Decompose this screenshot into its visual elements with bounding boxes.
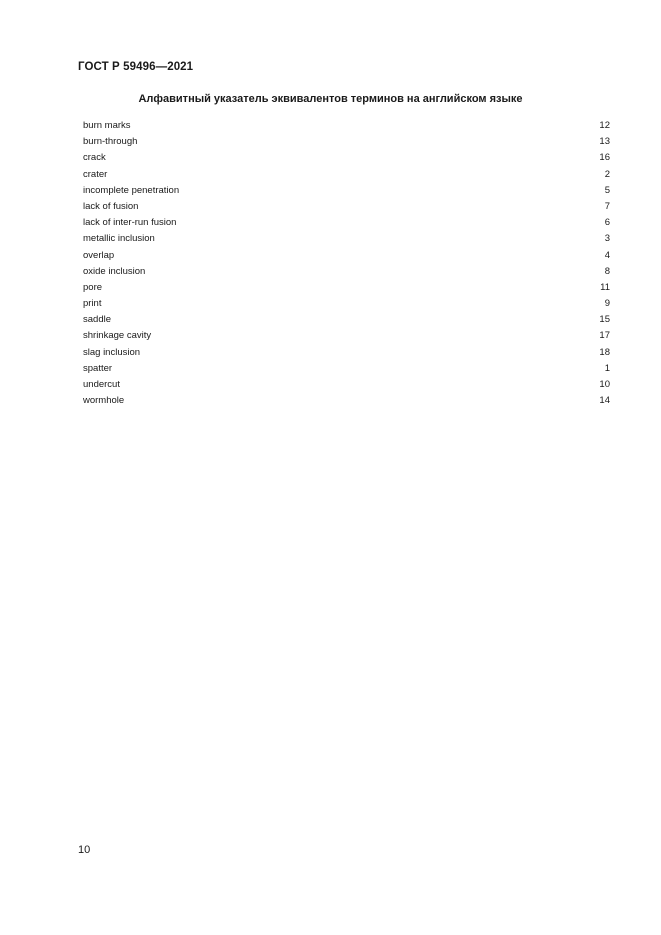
index-entry [83, 248, 610, 264]
index-number: 13 [599, 136, 610, 148]
index-number: 5 [604, 184, 610, 196]
index-entry [83, 280, 610, 296]
index-number: 15 [599, 314, 610, 326]
index-number: 17 [599, 330, 610, 342]
index-number: 3 [604, 233, 610, 245]
index-number: 18 [599, 346, 610, 358]
index-term: lack of inter-run fusion [83, 217, 177, 229]
index-term: overlap [83, 249, 115, 261]
index-term: burn-through [83, 136, 138, 148]
index-entry [83, 215, 610, 231]
index-number: 14 [599, 395, 610, 407]
index-term: undercut [83, 379, 120, 390]
index-entry [83, 150, 610, 166]
index-term: shrinkage cavity [83, 330, 152, 342]
index-number: 2 [604, 168, 610, 180]
index-number: 16 [599, 152, 610, 164]
page-number: 10 [78, 844, 91, 856]
index-term: spatter [83, 362, 113, 374]
index-title: Алфавитный указатель эквивалентов терминов на английском языке [138, 93, 523, 105]
index-number: 11 [600, 281, 610, 293]
index-term: wormhole [83, 395, 125, 407]
index-entry [83, 296, 610, 312]
index-term: metallic inclusion [83, 233, 155, 245]
index-term: slag inclusion [83, 346, 141, 358]
index-term: burn marks [83, 120, 131, 131]
index-entry [83, 167, 610, 183]
index-entry [83, 312, 610, 328]
index-entry [83, 345, 610, 361]
index-term: oxide inclusion [83, 265, 146, 277]
index-number: 10 [599, 379, 610, 390]
index-term: saddle [83, 314, 111, 326]
index-number: 4 [604, 249, 610, 261]
index-number: 7 [604, 200, 610, 212]
document-code: ГОСТ Р 59496—2021 [78, 61, 194, 73]
term-index-list [83, 118, 610, 409]
index-entry [83, 231, 610, 247]
index-entry [83, 264, 610, 280]
index-entry [83, 199, 610, 215]
index-entry [83, 328, 610, 344]
index-entry [83, 118, 610, 134]
index-entry [83, 134, 610, 150]
index-entry [83, 361, 610, 377]
index-term: crater [83, 168, 108, 180]
index-term: pore [83, 281, 103, 293]
index-number: 1 [604, 362, 610, 374]
index-term: incomplete penetration [83, 184, 180, 196]
index-term: crack [83, 152, 106, 164]
index-number: 9 [604, 298, 610, 310]
index-number: 6 [604, 217, 610, 229]
index-entry [83, 377, 610, 393]
index-entry [83, 393, 610, 409]
index-entry [83, 183, 610, 199]
index-term: print [83, 298, 102, 310]
index-number: 12 [599, 120, 610, 131]
index-number: 8 [604, 265, 610, 277]
index-term: lack of fusion [83, 200, 139, 212]
